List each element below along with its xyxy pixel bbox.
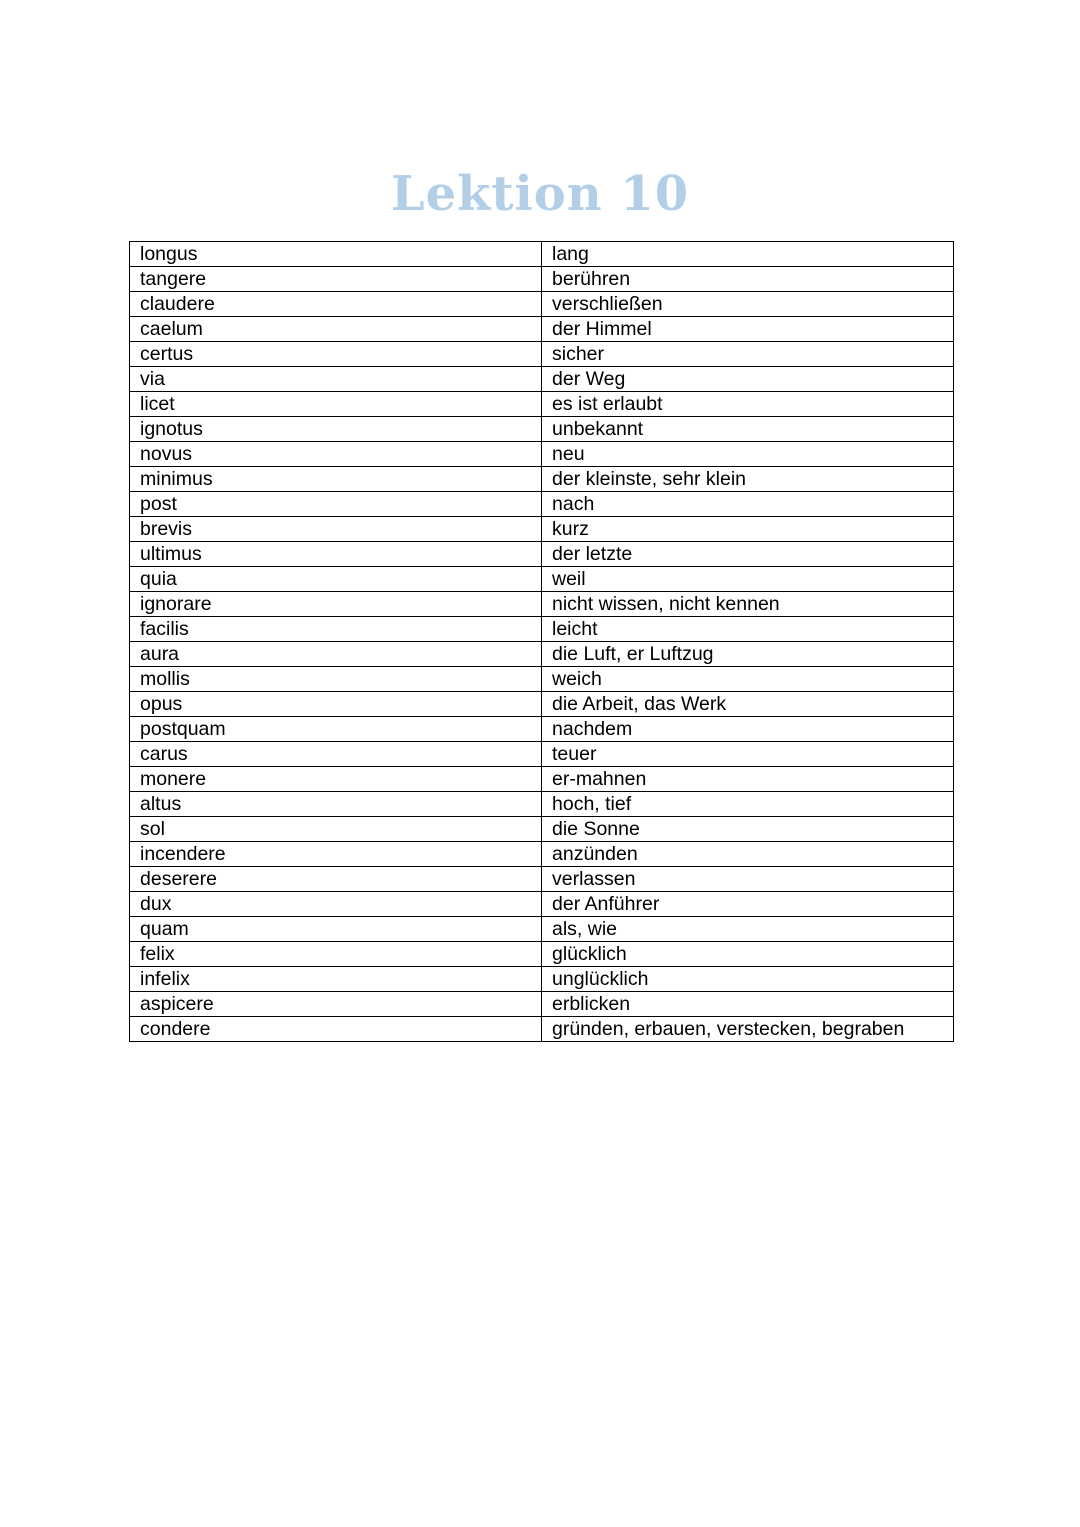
german-translation: die Luft, er Luftzug [542,642,954,667]
table-row [130,617,954,642]
latin-word: aura [130,642,542,667]
table-row [130,767,954,792]
table-row [130,917,954,942]
table-row [130,842,954,867]
german-translation: er-mahnen [542,767,954,792]
table-row [130,792,954,817]
german-translation: der Anführer [542,892,954,917]
german-translation: kurz [542,517,954,542]
latin-word: sol [130,817,542,842]
latin-word: caelum [130,317,542,342]
german-translation: erblicken [542,992,954,1017]
latin-word: quia [130,567,542,592]
page-title: Lektion 10 [390,166,690,223]
table-row [130,417,954,442]
german-translation: die Sonne [542,817,954,842]
table-row [130,667,954,692]
german-translation: der letzte [542,542,954,567]
table-row [130,717,954,742]
german-translation: als, wie [542,917,954,942]
german-translation: teuer [542,742,954,767]
table-row [130,542,954,567]
table-row [130,517,954,542]
german-translation: unglücklich [542,967,954,992]
table-row [130,317,954,342]
table-row [130,592,954,617]
latin-word: facilis [130,617,542,642]
latin-word: aspicere [130,992,542,1017]
latin-word: altus [130,792,542,817]
latin-word: post [130,492,542,517]
table-row [130,942,954,967]
table-row [130,892,954,917]
table-row [130,692,954,717]
latin-word: ultimus [130,542,542,567]
latin-word: minimus [130,467,542,492]
latin-word: tangere [130,267,542,292]
latin-word: incendere [130,842,542,867]
latin-word: quam [130,917,542,942]
german-translation: gründen, erbauen, verstecken, begraben [542,1017,954,1042]
german-translation: berühren [542,267,954,292]
latin-word: deserere [130,867,542,892]
german-translation: nach [542,492,954,517]
latin-word: carus [130,742,542,767]
latin-word: certus [130,342,542,367]
table-row [130,867,954,892]
german-translation: nachdem [542,717,954,742]
german-translation: nicht wissen, nicht kennen [542,592,954,617]
latin-word: dux [130,892,542,917]
latin-word: longus [130,242,542,267]
latin-word: ignorare [130,592,542,617]
latin-word: felix [130,942,542,967]
table-row [130,367,954,392]
table-row [130,817,954,842]
table-row [130,467,954,492]
german-translation: neu [542,442,954,467]
german-translation: weich [542,667,954,692]
latin-word: postquam [130,717,542,742]
table-row [130,442,954,467]
latin-word: brevis [130,517,542,542]
table-row [130,392,954,417]
german-translation: verschließen [542,292,954,317]
german-translation: verlassen [542,867,954,892]
german-translation: sicher [542,342,954,367]
german-translation: glücklich [542,942,954,967]
table-row [130,492,954,517]
german-translation: leicht [542,617,954,642]
table-row [130,567,954,592]
table-row [130,642,954,667]
table-row [130,242,954,267]
table-row [130,742,954,767]
latin-word: claudere [130,292,542,317]
latin-word: novus [130,442,542,467]
latin-word: via [130,367,542,392]
german-translation: der Weg [542,367,954,392]
table-row [130,342,954,367]
german-translation: der kleinste, sehr klein [542,467,954,492]
latin-word: ignotus [130,417,542,442]
german-translation: die Arbeit, das Werk [542,692,954,717]
table-row [130,967,954,992]
german-translation: lang [542,242,954,267]
latin-word: condere [130,1017,542,1042]
german-translation: es ist erlaubt [542,392,954,417]
latin-word: licet [130,392,542,417]
latin-word: infelix [130,967,542,992]
table-row [130,267,954,292]
table-row [130,1017,954,1042]
table-row [130,292,954,317]
latin-word: mollis [130,667,542,692]
vocabulary-table-body [130,242,954,1042]
german-translation: der Himmel [542,317,954,342]
latin-word: monere [130,767,542,792]
german-translation: anzünden [542,842,954,867]
german-translation: hoch, tief [542,792,954,817]
latin-word: opus [130,692,542,717]
german-translation: unbekannt [542,417,954,442]
german-translation: weil [542,567,954,592]
vocabulary-table [129,241,954,1042]
table-row [130,992,954,1017]
